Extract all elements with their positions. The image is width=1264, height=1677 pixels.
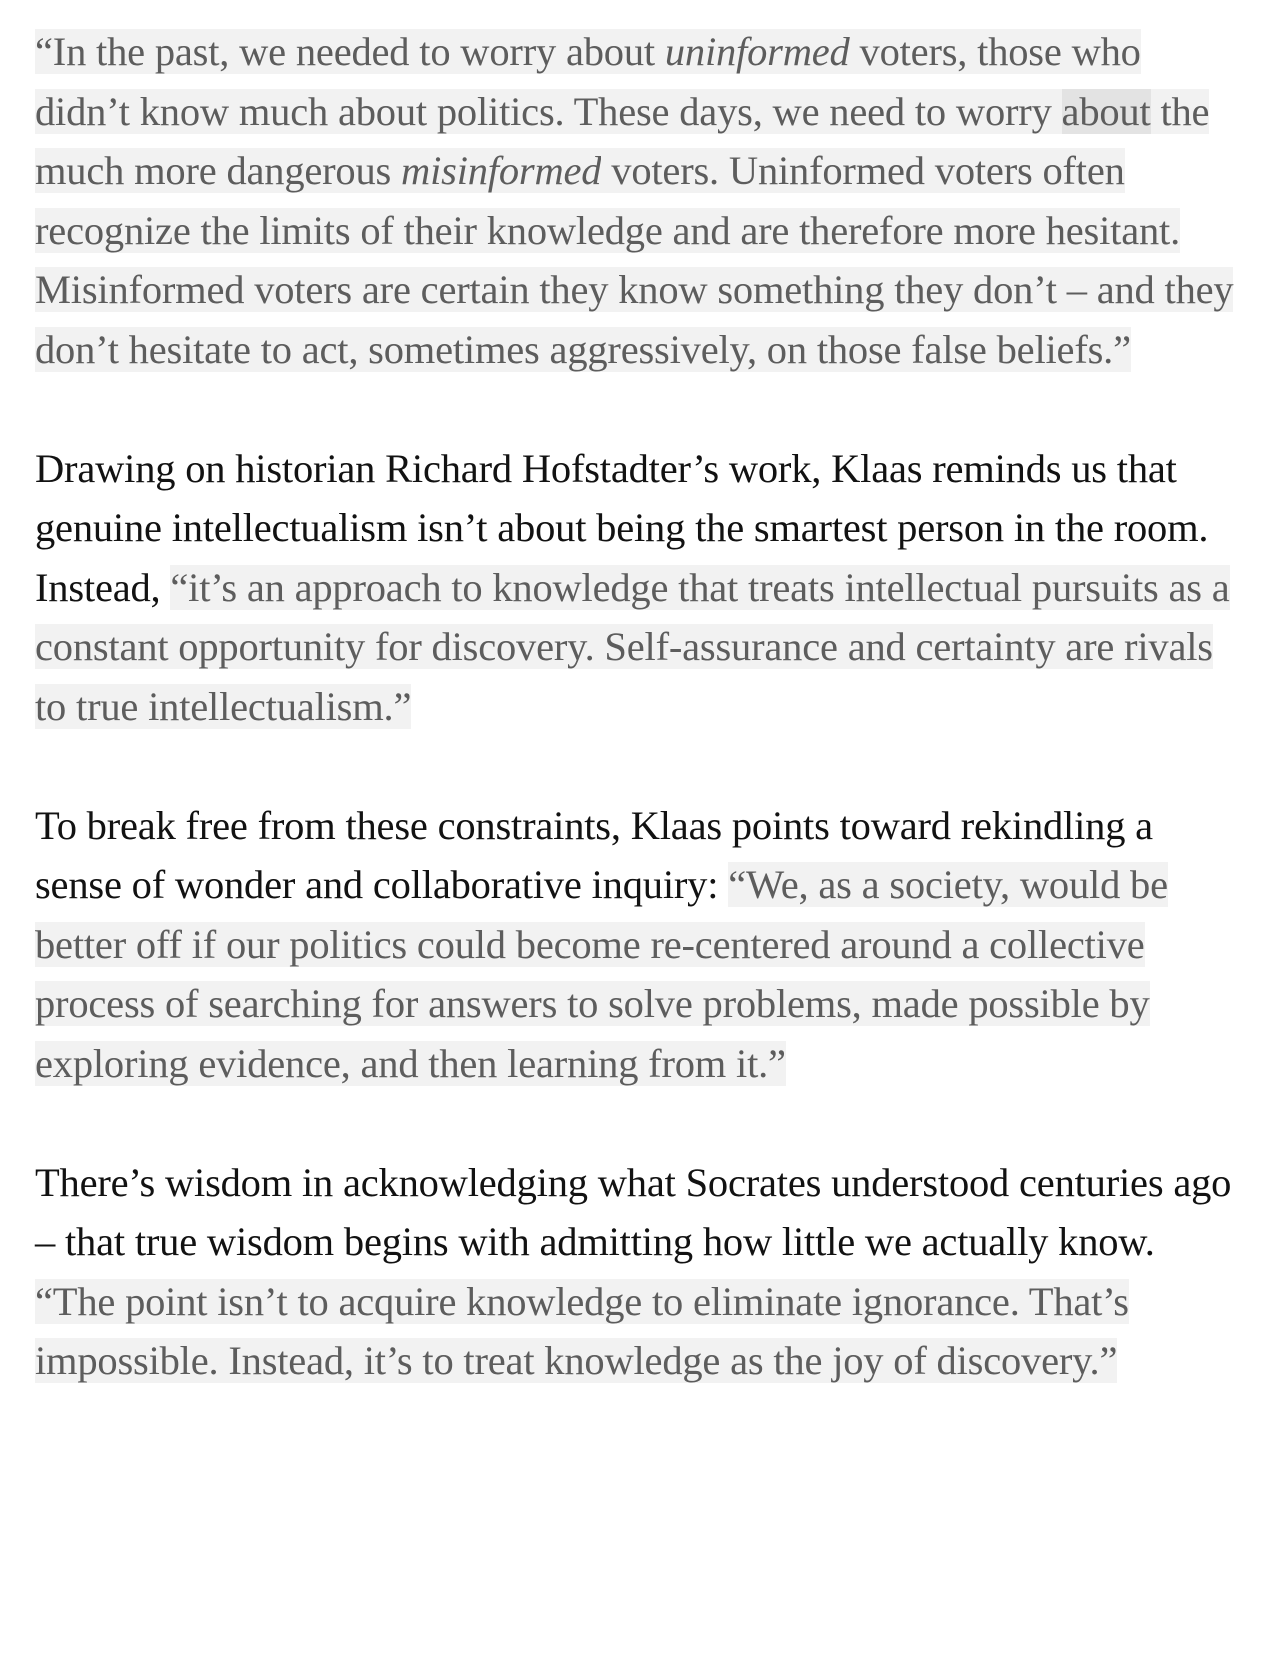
paragraph-text: Drawing on historian Richard Hofstadter’s work, Klaas reminds us that genuine intellectualism isn’t about being the smartest person in the room. Instead,	[35, 445, 1209, 610]
highlighted-quote[interactable]: voters, those who didn’t know much about politics. These days, we need to worry	[35, 29, 1141, 134]
highlighted-quote[interactable]: “The point isn’t to acquire knowledge to eliminate ignorance. That’s impossible. Instead, it’s to treat knowledge as the joy of discovery.”	[35, 1278, 1129, 1383]
paragraph-text: To break free from these constraints, Klaas points toward rekindling a sense of wonder and collaborative inquiry:	[35, 802, 1153, 907]
paragraph-socrates	[35, 1153, 1235, 1391]
highlighted-quote-italic[interactable]: misinformed	[401, 148, 602, 193]
highlighted-quote[interactable]: the much more dangerous	[35, 88, 1210, 193]
highlighted-quote[interactable]: “We, as a society, would be better off if our politics could become re-centered around a collective process of searching for answers to solve problems, made possible by exploring evidence, and then learning from it.”	[35, 862, 1168, 1086]
paragraph-quote-misinformed-voters	[35, 22, 1235, 379]
paragraph-collaborative-inquiry	[35, 796, 1235, 1094]
selected-word-highlight[interactable]: about	[1061, 88, 1151, 134]
highlighted-quote-italic[interactable]: uninformed	[664, 29, 850, 74]
paragraph-text: There’s wisdom in acknowledging what Socrates understood centuries ago – that true wisdom begins with admitting how little we actually know.	[35, 1159, 1232, 1264]
highlighted-quote[interactable]: “it’s an approach to knowledge that treats intellectual pursuits as a constant opportunity for discovery. Self-assurance and certainty are rivals to true intellectualism.”	[35, 564, 1230, 729]
paragraph-hofstadter	[35, 439, 1235, 737]
highlighted-quote[interactable]: “In the past, we needed to worry about	[35, 29, 665, 74]
highlighted-quote[interactable]: voters. Uninformed voters often recognize the limits of their knowledge and are therefore more hesitant. Misinformed voters are certain they know something they don’t – and they don’t hesitate to act, sometimes aggressively, on those false beliefs.”	[35, 148, 1234, 372]
